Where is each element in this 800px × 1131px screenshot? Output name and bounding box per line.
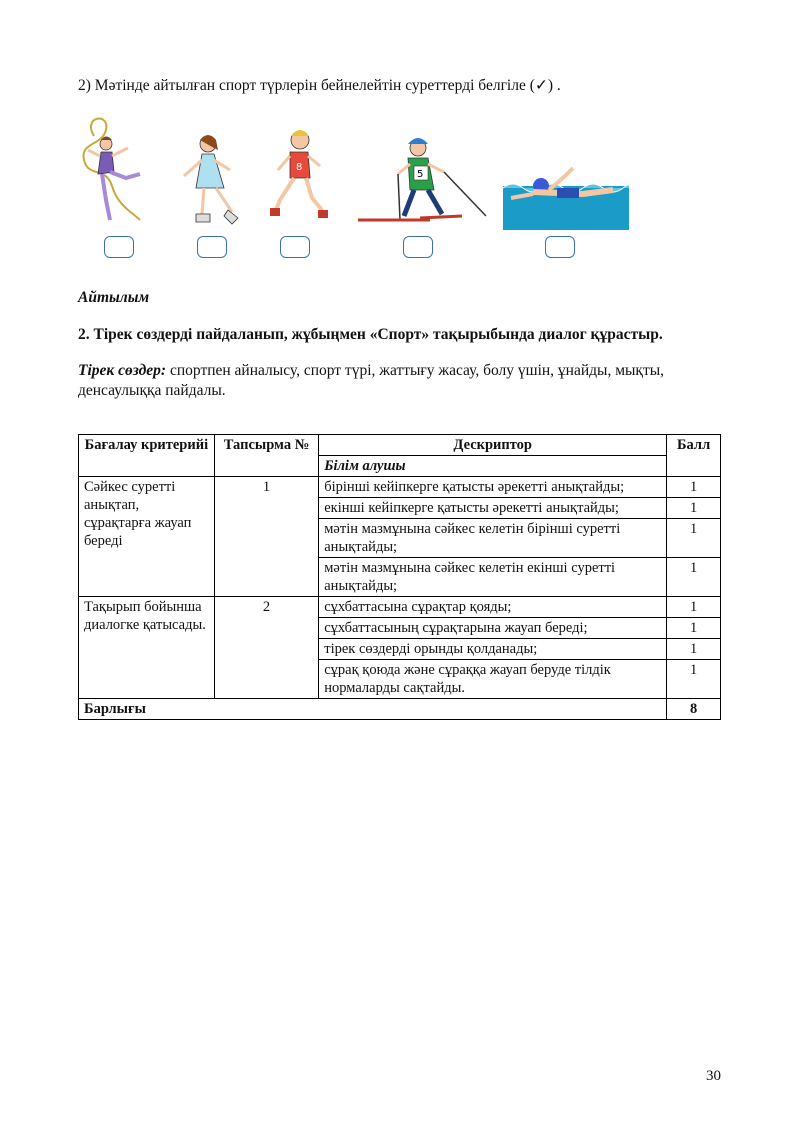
points-cell: 1 bbox=[667, 477, 721, 498]
descriptor-cell: бірінші кейіпкерге қатысты әрекетті анықтайды; bbox=[319, 477, 667, 498]
points-cell: 1 bbox=[667, 618, 721, 639]
criterion-cell: Тақырып бойынша диалогке қатысады. bbox=[79, 597, 215, 699]
skier-icon bbox=[354, 134, 494, 226]
svg-text:8: 8 bbox=[296, 162, 303, 173]
points-cell: 1 bbox=[667, 597, 721, 618]
support-words bbox=[78, 361, 728, 401]
gymnast-ribbon-icon bbox=[76, 116, 156, 226]
header-criteria: Бағалау критерийі bbox=[79, 435, 215, 477]
checkbox-swimming[interactable] bbox=[545, 236, 575, 258]
header-student: Білім алушы bbox=[319, 456, 667, 477]
points-cell: 1 bbox=[667, 498, 721, 519]
support-label: Тірек сөздер: bbox=[78, 362, 167, 379]
descriptor-cell: тірек сөздерді орынды қолданады; bbox=[319, 639, 667, 660]
table-row bbox=[79, 597, 721, 618]
points-cell: 1 bbox=[667, 660, 721, 699]
total-row bbox=[79, 699, 721, 720]
header-points: Балл bbox=[667, 435, 721, 477]
checkbox-skating[interactable] bbox=[197, 236, 227, 258]
runner-icon bbox=[266, 126, 330, 222]
descriptor-cell: мәтін мазмұнына сәйкес келетін бірінші суретті анықтайды; bbox=[319, 519, 667, 558]
descriptor-cell: сұхбаттасына сұрақтар қояды; bbox=[319, 597, 667, 618]
descriptor-cell: мәтін мазмұнына сәйкес келетін екінші суретті анықтайды; bbox=[319, 558, 667, 597]
sport-pictures bbox=[0, 110, 800, 280]
svg-text:5: 5 bbox=[417, 169, 424, 180]
assessment-table bbox=[78, 434, 721, 720]
header-task-no: Тапсырма № bbox=[214, 435, 318, 477]
points-cell: 1 bbox=[667, 639, 721, 660]
section-heading: Айтылым bbox=[78, 289, 150, 306]
total-label: Барлығы bbox=[79, 699, 667, 720]
task-cell: 1 bbox=[214, 477, 318, 597]
task-instruction: 2) Мәтінде айтылған спорт түрлерін бейнелейтін суреттерді белгіле (✓) . bbox=[78, 77, 561, 94]
points-cell: 1 bbox=[667, 558, 721, 597]
support-text: спортпен айналысу, спорт түрі, жаттығу жасау, болу үшін, ұнайды, мықты, денсаулыққа пайдалы. bbox=[78, 362, 665, 399]
descriptor-cell: сұхбаттасының сұрақтарына жауап береді; bbox=[319, 618, 667, 639]
descriptor-cell: сұрақ қоюда және сұраққа жауап беруде тілдік нормаларды сақтайды. bbox=[319, 660, 667, 699]
checkbox-skiing[interactable] bbox=[403, 236, 433, 258]
swimmer-icon bbox=[503, 164, 629, 230]
header-descriptor: Дескриптор bbox=[319, 435, 667, 456]
criterion-cell: Сәйкес суретті анықтап, сұрақтарға жауап береді bbox=[79, 477, 215, 597]
task-heading: 2. Тірек сөздерді пайдаланып, жұбыңмен «Спорт» тақырыбында диалог құрастыр. bbox=[78, 326, 663, 343]
table-row bbox=[79, 477, 721, 498]
checkbox-gymnastics[interactable] bbox=[104, 236, 134, 258]
points-cell: 1 bbox=[667, 519, 721, 558]
page-number: 30 bbox=[706, 1068, 721, 1084]
descriptor-cell: екінші кейіпкерге қатысты әрекетті анықтайды; bbox=[319, 498, 667, 519]
total-points: 8 bbox=[667, 699, 721, 720]
figure-skater-icon bbox=[174, 130, 244, 230]
checkbox-running[interactable] bbox=[280, 236, 310, 258]
task-cell: 2 bbox=[214, 597, 318, 699]
